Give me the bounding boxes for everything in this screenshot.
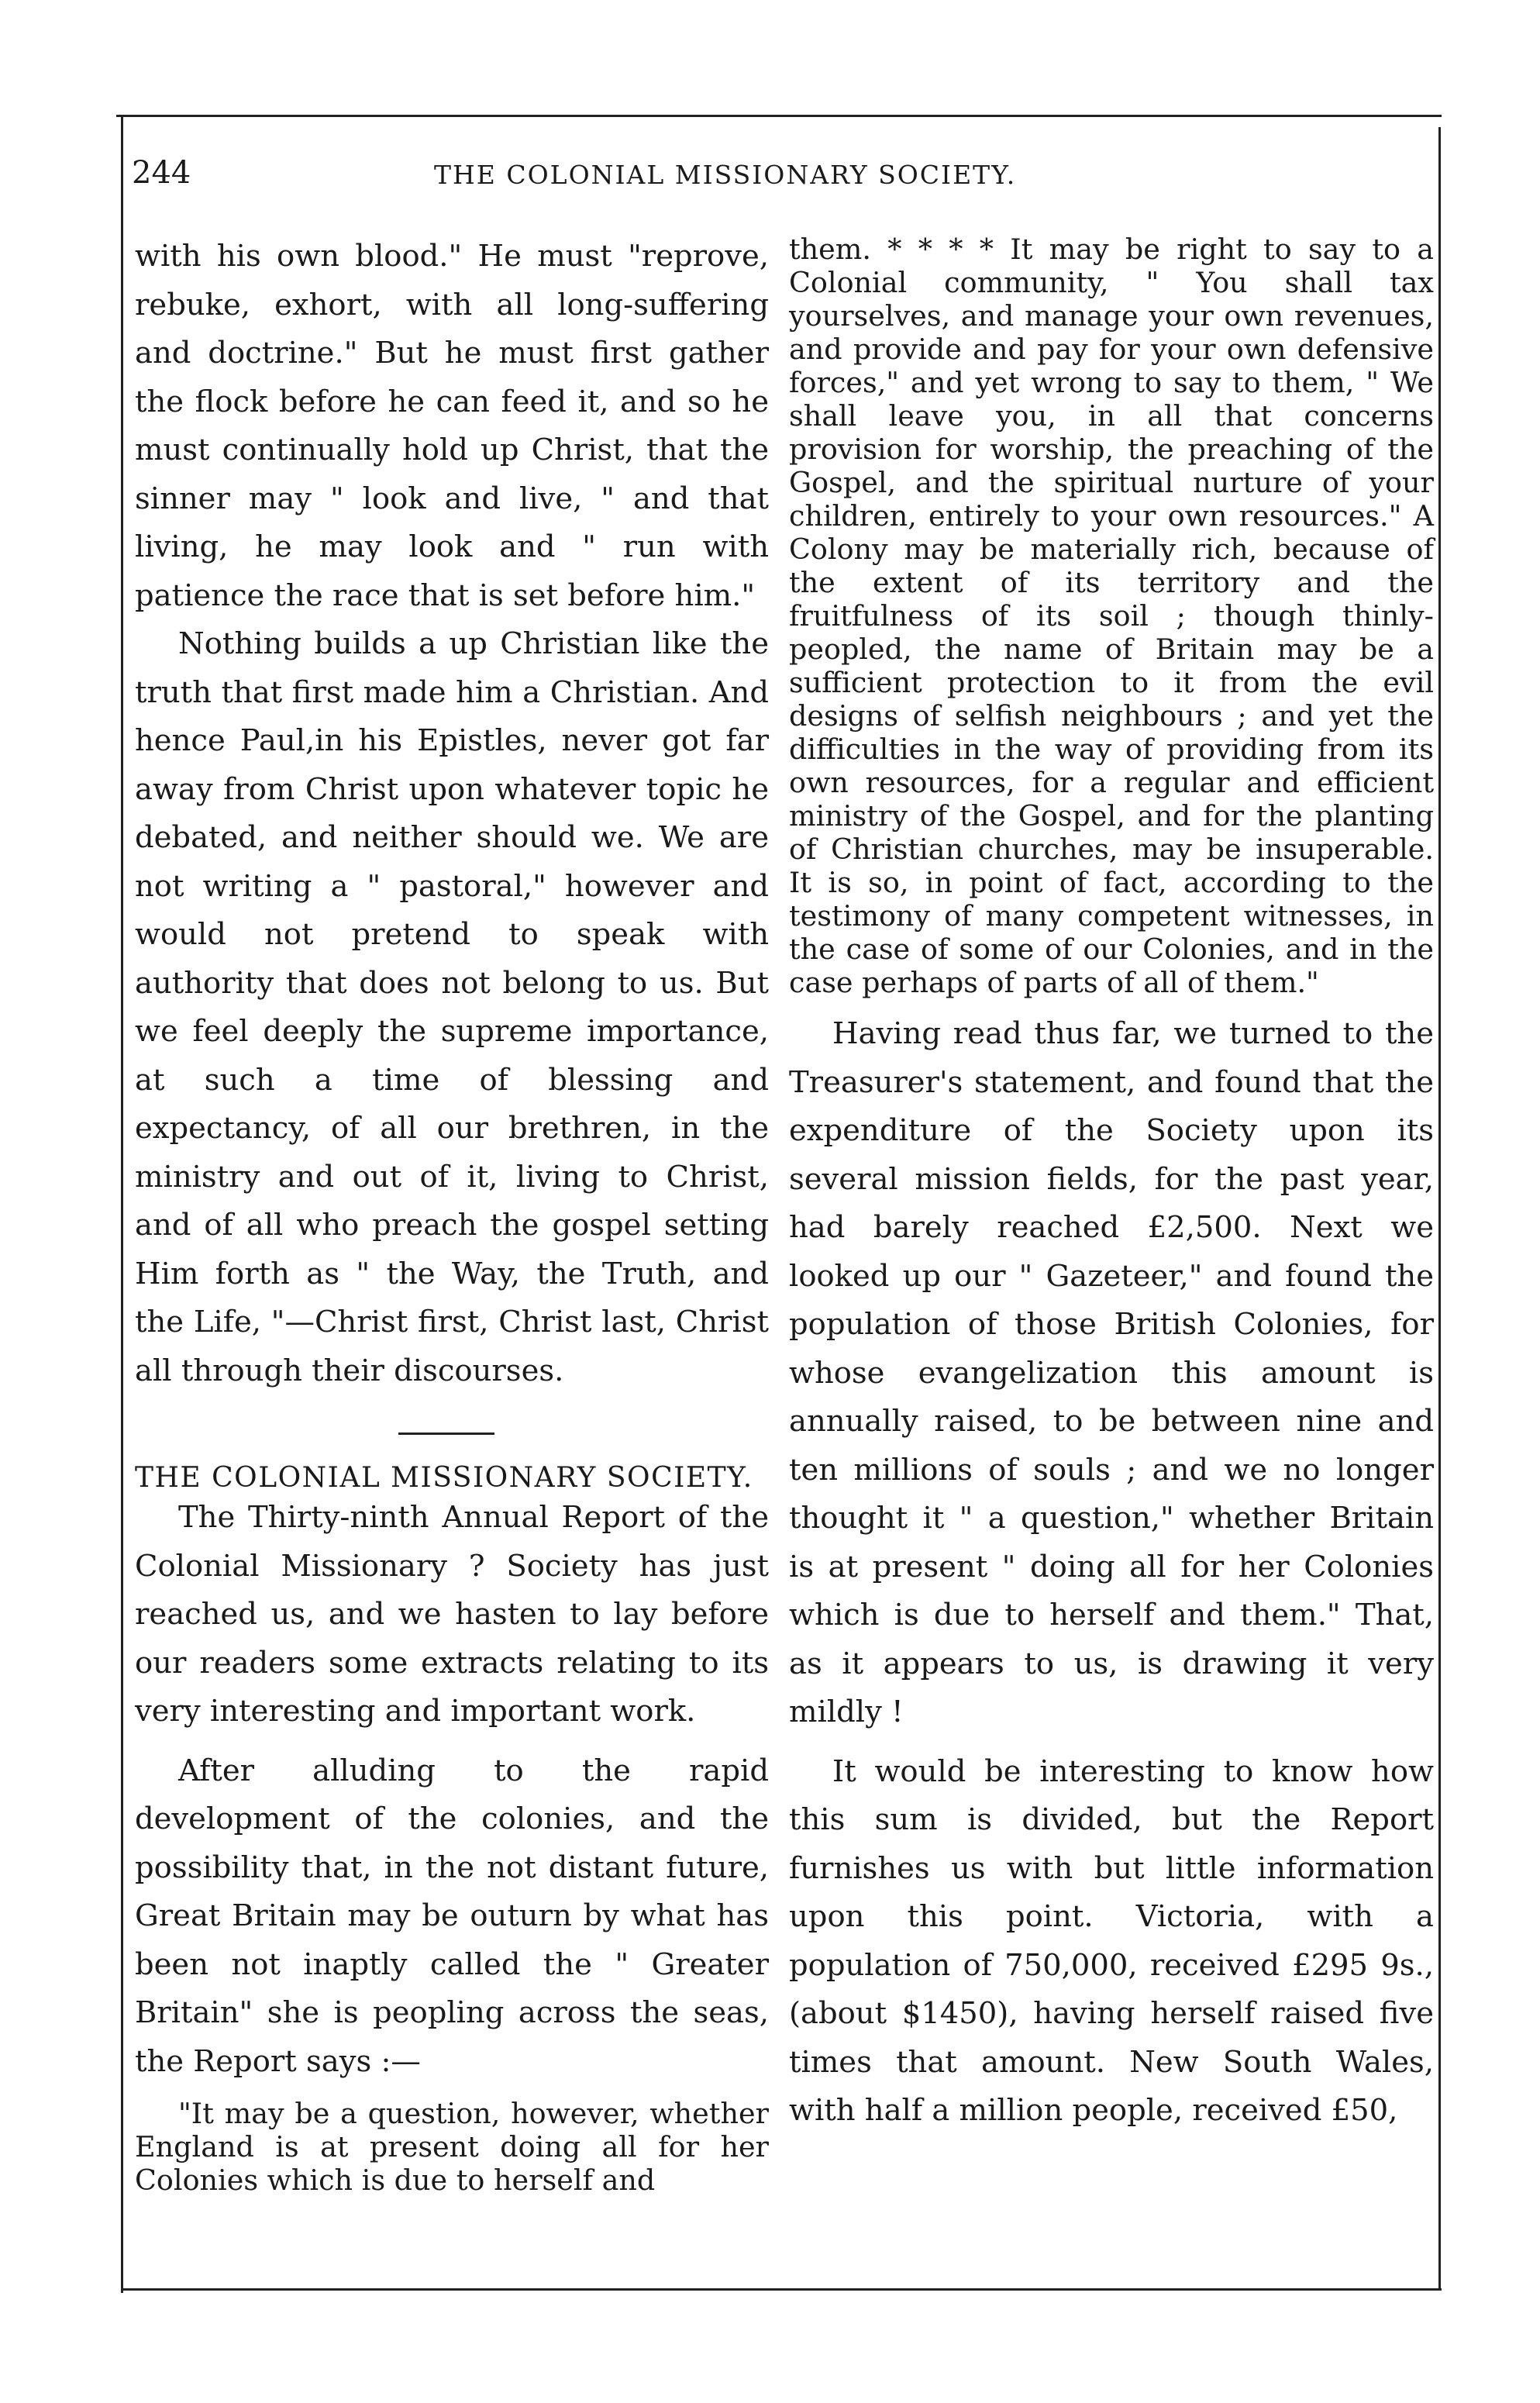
top-border-rule [116,115,1442,117]
block-quote: "It may be a question, however, whether England is at present doing all for her Colonies which is due to herself and [135,2097,769,2197]
paragraph: After alluding to the rapid development of the colonies, and the possibility that, in the not distant future, Great Britain may be outurn by what has been not inaptly called the " Greater Britain" she is peopling across the seas, the Report says :— [135,1753,769,2079]
paragraph: It would be interesting to know how this sum is divided, but the Report furnishes us with but little information upon this point. Victoria, with a population of 750,000, received £295 9s., (about $1450), having herself raised five times that amount. New South Wales, with half a million people, received £50, [789,1753,1434,2128]
paragraph: Nothing builds a up Christian like the truth that first made him a Christian. And hence Paul,in his Epistles, never got far away from Christ upon whatever topic he debated, and neither should we. We are not writing a " pastoral," however and would not pretend to speak with authority that does not belong to us. But we feel deeply the supreme importance, at such a time of blessing and expectancy, of all our brethren, in the ministry and out of it, living to Christ, and of all who preach the gospel setting Him forth as " the Way, the Truth, and the Life, "—Christ first, Christ last, Christ all through their discourses. [135,626,769,1388]
page-header [132,155,1426,202]
paragraph: Having read thus far, we turned to the Treasurer's statement, and found that the expenditure of the Society upon its several mission fields, for the past year, had barely reached £2,500. Next we looked up our " Gazeteer," and found the population of those British Colonies, for whose evangelization this amount is annually raised, to be between nine and ten millions of souls ; and we no longer thought it " a question," whether Britain is at present " doing all for her Colonies which is due to herself and them." That, as it appears to us, is drawing it very mildly ! [789,1016,1434,1729]
bottom-border-rule [121,2288,1442,2291]
paragraph: The Thirty-ninth Annual Report of the Colonial Missionary ? Society has just reached us, and we hasten to lay before our readers some extracts relating to its very interesting and important work. [135,1500,769,1729]
block-quote-continuation: them. * * * * It may be right to say to a Colonial community, " You shall tax yourselves, and manage your own revenues, and provide and pay for your own defensive forces," and yet wrong to say to them, " We shall leave you, in all that concerns provision for worship, the preaching of the Gospel, and the spiritual nurture of your children, entirely to your own resources." A Colony may be materially rich, because of the extent of its territory and the fruitfulness of its soil ; though thinly-peopled, the name of Britain may be a sufficient protection to it from the evil designs of selfish neighbours ; and yet the difficulties in the way of providing from its own resources, for a regular and efficient ministry of the Gospel, and for the planting of Christian churches, may be insuperable. It is so, in point of fact, according to the testimony of many competent witnesses, in the case of some of our Colonies, and in the case perhaps of parts of all of them." [789,233,1434,999]
left-column [135,233,769,2197]
page-number: 244 [132,155,191,191]
right-border-rule [1438,127,1441,2290]
article-title: THE COLONIAL MISSIONARY SOCIETY. [135,1462,753,1494]
paragraph-continuation: with his own blood." He must "reprove, rebuke, exhort, with all long-suffering and doctrine." But he must first gather the flock before he can feed it, and so he must continually hold up Christ, that the sinner may " look and live, " and that living, he may look and " run with patience the race that is set before him." [135,239,769,613]
right-column [789,233,1434,2136]
left-border-rule [121,116,123,2293]
section-separator [398,1432,494,1435]
running-title: THE COLONIAL MISSIONARY SOCIETY. [434,160,1017,190]
